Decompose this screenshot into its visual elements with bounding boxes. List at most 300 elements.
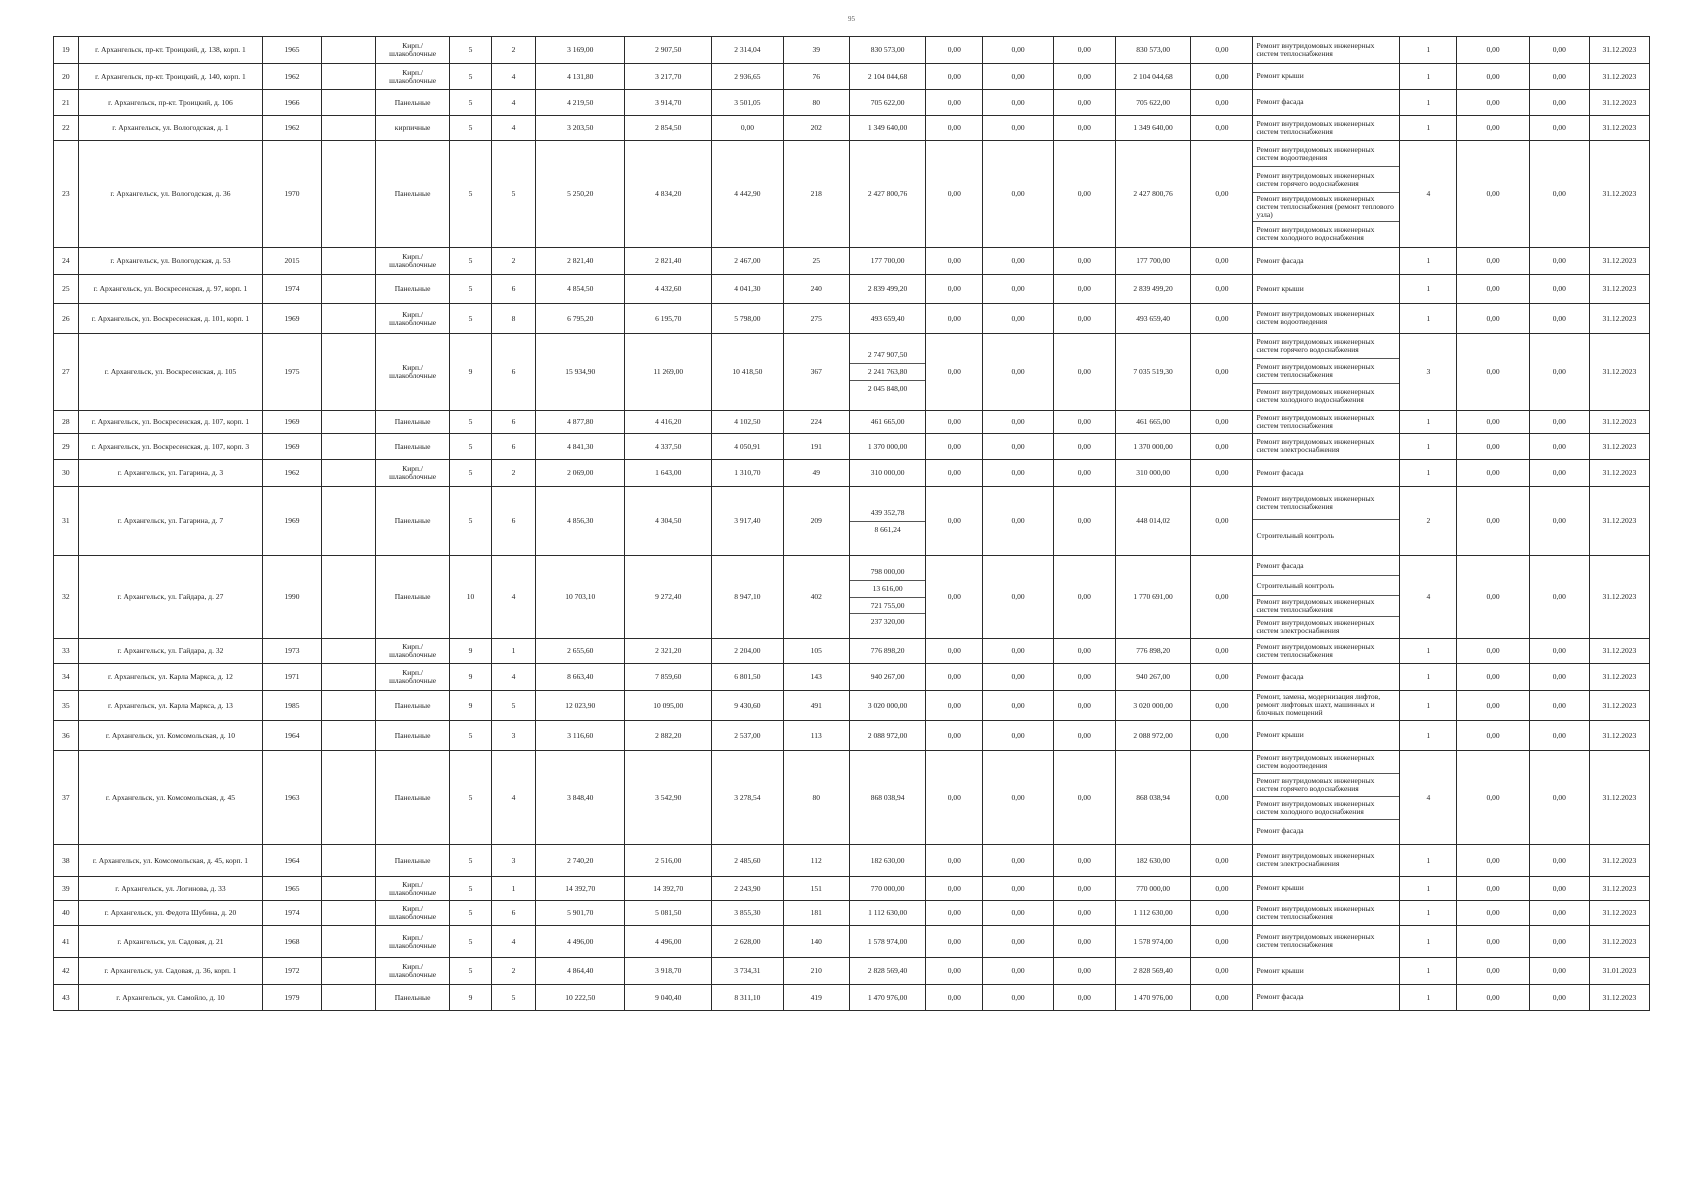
work-count-cell: 1 — [1400, 664, 1457, 691]
residents-cell: 491 — [783, 691, 849, 721]
wall-material-cell: Кирп./ шлакоблочные — [375, 639, 450, 664]
entrances-cell: 2 — [491, 248, 536, 275]
total-cost-cell: 2 088 972,00 — [1115, 721, 1191, 751]
wall-material-cell: Кирп./ шлакоблочные — [375, 37, 450, 64]
total-cost-cell: 2 839 499,20 — [1115, 275, 1191, 304]
wall-material-cell: Панельные — [375, 141, 450, 248]
fund-cell: 0,00 — [983, 691, 1053, 721]
empty-cell — [322, 845, 376, 877]
wall-material-cell: Кирп./ шлакоблочные — [375, 304, 450, 334]
row-number: 21 — [54, 90, 79, 116]
table-row — [54, 985, 1650, 1011]
year-cell: 1979 — [263, 985, 322, 1011]
deadline-cell: 31.12.2023 — [1589, 64, 1649, 90]
work-count-cell: 1 — [1400, 721, 1457, 751]
fund-cell: 0,00 — [1191, 926, 1253, 958]
cost-cell: 705 622,00 — [849, 90, 926, 116]
entrances-cell: 2 — [491, 958, 536, 985]
residential-area-cell: 2 628,00 — [712, 926, 783, 958]
deadline-cell: 31.12.2023 — [1589, 487, 1649, 556]
fund-cell: 0,00 — [1191, 958, 1253, 985]
work-line: Ремонт внутридомовых инженерных систем теплоснабжения — [1256, 641, 1375, 659]
works-cell — [1253, 639, 1400, 664]
fund-cell: 0,00 — [1529, 958, 1589, 985]
floors-cell: 5 — [450, 90, 491, 116]
total-area-cell: 2 655,60 — [536, 639, 625, 664]
residents-cell: 275 — [783, 304, 849, 334]
fund-cell: 0,00 — [1053, 304, 1115, 334]
fund-cell: 0,00 — [1457, 877, 1529, 901]
fund-cell: 0,00 — [1191, 275, 1253, 304]
residential-area-cell: 3 278,54 — [712, 751, 783, 845]
wall-material-cell: Кирп./ шлакоблочные — [375, 958, 450, 985]
residential-area-cell: 2 314,04 — [712, 37, 783, 64]
table-row — [54, 721, 1650, 751]
fund-cell: 0,00 — [1053, 877, 1115, 901]
row-number: 34 — [54, 664, 79, 691]
works-cell — [1253, 304, 1400, 334]
entrances-cell: 1 — [491, 877, 536, 901]
floors-cell: 5 — [450, 751, 491, 845]
living-area-cell: 2 321,20 — [625, 639, 712, 664]
fund-cell: 0,00 — [1191, 664, 1253, 691]
address-cell: г. Архангельск, ул. Комсомольская, д. 45 — [78, 751, 262, 845]
fund-cell: 0,00 — [983, 556, 1053, 639]
fund-cell: 0,00 — [1191, 116, 1253, 141]
entrances-cell: 6 — [491, 487, 536, 556]
residents-cell: 25 — [783, 248, 849, 275]
wall-material-cell: Панельные — [375, 721, 450, 751]
living-area-cell: 10 095,00 — [625, 691, 712, 721]
work-count-cell: 1 — [1400, 691, 1457, 721]
residents-cell: 367 — [783, 334, 849, 411]
total-cost-cell: 1 578 974,00 — [1115, 926, 1191, 958]
wall-material-cell: Кирп./ шлакоблочные — [375, 460, 450, 487]
fund-cell: 0,00 — [1457, 411, 1529, 434]
empty-cell — [322, 37, 376, 64]
living-area-cell: 4 432,60 — [625, 275, 712, 304]
year-cell: 1969 — [263, 434, 322, 460]
work-line: Ремонт крыши — [1256, 965, 1304, 975]
works-cell — [1253, 334, 1400, 411]
work-line: Ремонт внутридомовых инженерных систем электроснабжения — [1256, 617, 1375, 635]
fund-cell: 0,00 — [1529, 248, 1589, 275]
fund-cell: 0,00 — [1529, 721, 1589, 751]
floors-cell: 5 — [450, 64, 491, 90]
repair-program-table — [53, 36, 1650, 1011]
year-cell: 1963 — [263, 751, 322, 845]
work-count-cell: 4 — [1400, 141, 1457, 248]
fund-cell: 0,00 — [1457, 275, 1529, 304]
floors-cell: 5 — [450, 141, 491, 248]
empty-cell — [322, 64, 376, 90]
total-cost-cell: 2 427 800,76 — [1115, 141, 1191, 248]
fund-cell: 0,00 — [1457, 334, 1529, 411]
deadline-cell: 31.12.2023 — [1589, 556, 1649, 639]
fund-cell: 0,00 — [1191, 334, 1253, 411]
fund-cell: 0,00 — [983, 958, 1053, 985]
works-cell — [1253, 556, 1400, 639]
year-cell: 1985 — [263, 691, 322, 721]
fund-cell: 0,00 — [1529, 926, 1589, 958]
table-body — [54, 37, 1650, 1011]
empty-cell — [322, 985, 376, 1011]
living-area-cell: 4 337,50 — [625, 434, 712, 460]
row-number: 38 — [54, 845, 79, 877]
fund-cell: 0,00 — [1191, 556, 1253, 639]
fund-cell: 0,00 — [1053, 556, 1115, 639]
cost-cell: 2 427 800,76 — [849, 141, 926, 248]
floors-cell: 5 — [450, 460, 491, 487]
total-cost-cell: 1 370 000,00 — [1115, 434, 1191, 460]
cost-cell — [849, 556, 926, 639]
fund-cell: 0,00 — [983, 116, 1053, 141]
fund-cell: 0,00 — [983, 411, 1053, 434]
living-area-cell: 7 859,60 — [625, 664, 712, 691]
deadline-cell: 31.12.2023 — [1589, 845, 1649, 877]
work-count-cell: 1 — [1400, 926, 1457, 958]
cost-cell: 2 828 569,40 — [849, 958, 926, 985]
entrances-cell: 4 — [491, 64, 536, 90]
fund-cell: 0,00 — [926, 664, 983, 691]
entrances-cell: 4 — [491, 90, 536, 116]
works-cell — [1253, 487, 1400, 556]
address-cell: г. Архангельск, ул. Федота Шубина, д. 20 — [78, 901, 262, 926]
wall-material-cell: Кирп./ шлакоблочные — [375, 334, 450, 411]
fund-cell: 0,00 — [983, 37, 1053, 64]
residential-area-cell: 4 102,50 — [712, 411, 783, 434]
empty-cell — [322, 901, 376, 926]
address-cell: г. Архангельск, ул. Карла Маркса, д. 13 — [78, 691, 262, 721]
residents-cell: 49 — [783, 460, 849, 487]
residents-cell: 80 — [783, 90, 849, 116]
floors-cell: 5 — [450, 275, 491, 304]
fund-cell: 0,00 — [1053, 751, 1115, 845]
work-count-cell: 1 — [1400, 90, 1457, 116]
total-cost-cell: 493 659,40 — [1115, 304, 1191, 334]
year-cell: 2015 — [263, 248, 322, 275]
year-cell: 1969 — [263, 411, 322, 434]
living-area-cell: 11 269,00 — [625, 334, 712, 411]
cost-cell: 182 630,00 — [849, 845, 926, 877]
table-row — [54, 664, 1650, 691]
works-cell — [1253, 116, 1400, 141]
total-area-cell: 2 740,20 — [536, 845, 625, 877]
total-cost-cell: 868 038,94 — [1115, 751, 1191, 845]
fund-cell: 0,00 — [1191, 985, 1253, 1011]
work-count-cell: 1 — [1400, 248, 1457, 275]
living-area-cell: 2 907,50 — [625, 37, 712, 64]
cost-cell — [849, 334, 926, 411]
cost-line: 439 352,78 — [850, 505, 926, 522]
residents-cell: 181 — [783, 901, 849, 926]
year-cell: 1970 — [263, 141, 322, 248]
year-cell: 1964 — [263, 721, 322, 751]
works-cell — [1253, 275, 1400, 304]
address-cell: г. Архангельск, ул. Садовая, д. 36, корп. 1 — [78, 958, 262, 985]
table-row — [54, 141, 1650, 248]
cost-cell: 3 020 000,00 — [849, 691, 926, 721]
floors-cell: 5 — [450, 487, 491, 556]
address-cell: г. Архангельск, ул. Воскресенская, д. 107, корп. 1 — [78, 411, 262, 434]
cost-cell: 868 038,94 — [849, 751, 926, 845]
fund-cell: 0,00 — [926, 556, 983, 639]
empty-cell — [322, 248, 376, 275]
address-cell: г. Архангельск, ул. Вологодская, д. 53 — [78, 248, 262, 275]
table-row — [54, 411, 1650, 434]
residential-area-cell: 2 936,65 — [712, 64, 783, 90]
year-cell: 1990 — [263, 556, 322, 639]
fund-cell: 0,00 — [983, 460, 1053, 487]
deadline-cell: 31.12.2023 — [1589, 90, 1649, 116]
table-row — [54, 877, 1650, 901]
fund-cell: 0,00 — [1457, 556, 1529, 639]
works-cell — [1253, 141, 1400, 248]
wall-material-cell: Кирп./ шлакоблочные — [375, 877, 450, 901]
total-cost-cell: 2 104 044,68 — [1115, 64, 1191, 90]
fund-cell: 0,00 — [926, 64, 983, 90]
table-row — [54, 845, 1650, 877]
cost-cell: 830 573,00 — [849, 37, 926, 64]
empty-cell — [322, 434, 376, 460]
year-cell: 1973 — [263, 639, 322, 664]
table-row — [54, 90, 1650, 116]
fund-cell: 0,00 — [983, 334, 1053, 411]
cost-line: 721 755,00 — [850, 598, 926, 615]
table-row — [54, 434, 1650, 460]
row-number: 31 — [54, 487, 79, 556]
fund-cell: 0,00 — [1053, 275, 1115, 304]
year-cell: 1969 — [263, 304, 322, 334]
fund-cell: 0,00 — [983, 64, 1053, 90]
fund-cell: 0,00 — [1529, 985, 1589, 1011]
work-count-cell: 1 — [1400, 958, 1457, 985]
address-cell: г. Архангельск, ул. Карла Маркса, д. 12 — [78, 664, 262, 691]
living-area-cell: 2 516,00 — [625, 845, 712, 877]
residential-area-cell: 4 050,91 — [712, 434, 783, 460]
fund-cell: 0,00 — [1529, 141, 1589, 248]
row-number: 26 — [54, 304, 79, 334]
work-line: Ремонт внутридомовых инженерных систем теплоснабжения — [1256, 118, 1375, 136]
residents-cell: 209 — [783, 487, 849, 556]
total-cost-cell: 461 665,00 — [1115, 411, 1191, 434]
empty-cell — [322, 304, 376, 334]
entrances-cell: 4 — [491, 664, 536, 691]
total-area-cell: 3 203,50 — [536, 116, 625, 141]
residential-area-cell: 9 430,60 — [712, 691, 783, 721]
work-line: Ремонт внутридомовых инженерных систем холодного водоснабжения — [1253, 797, 1399, 820]
work-count-cell: 1 — [1400, 985, 1457, 1011]
residential-area-cell: 8 311,10 — [712, 985, 783, 1011]
fund-cell: 0,00 — [1457, 639, 1529, 664]
residents-cell: 76 — [783, 64, 849, 90]
fund-cell: 0,00 — [1457, 487, 1529, 556]
total-area-cell: 4 877,80 — [536, 411, 625, 434]
deadline-cell: 31.12.2023 — [1589, 664, 1649, 691]
year-cell: 1965 — [263, 37, 322, 64]
fund-cell: 0,00 — [1457, 304, 1529, 334]
empty-cell — [322, 116, 376, 141]
fund-cell: 0,00 — [1529, 664, 1589, 691]
fund-cell: 0,00 — [1053, 845, 1115, 877]
year-cell: 1975 — [263, 334, 322, 411]
empty-cell — [322, 460, 376, 487]
fund-cell: 0,00 — [1529, 487, 1589, 556]
row-number: 42 — [54, 958, 79, 985]
fund-cell: 0,00 — [1053, 434, 1115, 460]
deadline-cell: 31.12.2023 — [1589, 141, 1649, 248]
deadline-cell: 31.12.2023 — [1589, 460, 1649, 487]
fund-cell: 0,00 — [1191, 487, 1253, 556]
work-line: Ремонт крыши — [1256, 71, 1304, 81]
residential-area-cell: 3 917,40 — [712, 487, 783, 556]
living-area-cell: 3 914,70 — [625, 90, 712, 116]
fund-cell: 0,00 — [1053, 411, 1115, 434]
residential-area-cell: 2 537,00 — [712, 721, 783, 751]
row-number: 23 — [54, 141, 79, 248]
work-line: Ремонт фасада — [1256, 255, 1304, 265]
fund-cell: 0,00 — [983, 845, 1053, 877]
entrances-cell: 5 — [491, 691, 536, 721]
total-area-cell: 2 069,00 — [536, 460, 625, 487]
fund-cell: 0,00 — [1053, 639, 1115, 664]
empty-cell — [322, 751, 376, 845]
fund-cell: 0,00 — [983, 877, 1053, 901]
floors-cell: 5 — [450, 304, 491, 334]
floors-cell: 5 — [450, 877, 491, 901]
fund-cell: 0,00 — [1191, 901, 1253, 926]
fund-cell: 0,00 — [926, 116, 983, 141]
cost-cell: 177 700,00 — [849, 248, 926, 275]
row-number: 27 — [54, 334, 79, 411]
fund-cell: 0,00 — [926, 248, 983, 275]
fund-cell: 0,00 — [1053, 487, 1115, 556]
table-row — [54, 64, 1650, 90]
work-line: Ремонт внутридомовых инженерных систем водоотведения — [1256, 309, 1375, 326]
works-cell — [1253, 90, 1400, 116]
wall-material-cell: Панельные — [375, 275, 450, 304]
total-area-cell: 5 250,20 — [536, 141, 625, 248]
entrances-cell: 4 — [491, 751, 536, 845]
living-area-cell: 9 272,40 — [625, 556, 712, 639]
fund-cell: 0,00 — [926, 275, 983, 304]
year-cell: 1974 — [263, 901, 322, 926]
residents-cell: 419 — [783, 985, 849, 1011]
table-row — [54, 37, 1650, 64]
work-line: Ремонт внутридомовых инженерных систем теплоснабжения — [1256, 40, 1375, 58]
cost-cell: 940 267,00 — [849, 664, 926, 691]
wall-material-cell: Панельные — [375, 90, 450, 116]
fund-cell: 0,00 — [1053, 64, 1115, 90]
works-cell — [1253, 877, 1400, 901]
floors-cell: 5 — [450, 248, 491, 275]
year-cell: 1966 — [263, 90, 322, 116]
living-area-cell: 2 882,20 — [625, 721, 712, 751]
total-area-cell: 4 841,30 — [536, 434, 625, 460]
deadline-cell: 31.12.2023 — [1589, 411, 1649, 434]
total-area-cell: 3 848,40 — [536, 751, 625, 845]
empty-cell — [322, 275, 376, 304]
address-cell: г. Архангельск, ул. Самойло, д. 10 — [78, 985, 262, 1011]
fund-cell: 0,00 — [1053, 116, 1115, 141]
cost-cell: 1 370 000,00 — [849, 434, 926, 460]
work-count-cell: 1 — [1400, 411, 1457, 434]
fund-cell: 0,00 — [1457, 248, 1529, 275]
residents-cell: 39 — [783, 37, 849, 64]
address-cell: г. Архангельск, пр-кт. Троицкий, д. 138, корп. 1 — [78, 37, 262, 64]
works-cell — [1253, 248, 1400, 275]
entrances-cell: 3 — [491, 721, 536, 751]
residents-cell: 151 — [783, 877, 849, 901]
work-count-cell: 1 — [1400, 877, 1457, 901]
residents-cell: 218 — [783, 141, 849, 248]
table-row — [54, 639, 1650, 664]
works-cell — [1253, 901, 1400, 926]
table-row — [54, 556, 1650, 639]
cost-cell: 770 000,00 — [849, 877, 926, 901]
works-cell — [1253, 37, 1400, 64]
cost-cell: 2 088 972,00 — [849, 721, 926, 751]
fund-cell: 0,00 — [983, 985, 1053, 1011]
entrances-cell: 4 — [491, 116, 536, 141]
work-line: Ремонт фасада — [1256, 467, 1304, 477]
living-area-cell: 4 496,00 — [625, 926, 712, 958]
living-area-cell: 3 542,90 — [625, 751, 712, 845]
fund-cell: 0,00 — [926, 141, 983, 248]
wall-material-cell: Панельные — [375, 691, 450, 721]
total-cost-cell: 310 000,00 — [1115, 460, 1191, 487]
fund-cell: 0,00 — [1191, 141, 1253, 248]
work-count-cell: 1 — [1400, 639, 1457, 664]
fund-cell: 0,00 — [983, 434, 1053, 460]
total-cost-cell: 182 630,00 — [1115, 845, 1191, 877]
row-number: 37 — [54, 751, 79, 845]
fund-cell: 0,00 — [1191, 460, 1253, 487]
total-area-cell: 10 222,50 — [536, 985, 625, 1011]
total-cost-cell: 940 267,00 — [1115, 664, 1191, 691]
total-area-cell: 4 219,50 — [536, 90, 625, 116]
total-area-cell: 4 864,40 — [536, 958, 625, 985]
entrances-cell: 6 — [491, 901, 536, 926]
table-row — [54, 691, 1650, 721]
fund-cell: 0,00 — [1529, 304, 1589, 334]
residents-cell: 240 — [783, 275, 849, 304]
deadline-cell: 31.01.2023 — [1589, 958, 1649, 985]
living-area-cell: 3 217,70 — [625, 64, 712, 90]
year-cell: 1962 — [263, 460, 322, 487]
residents-cell: 191 — [783, 434, 849, 460]
fund-cell: 0,00 — [1529, 90, 1589, 116]
address-cell: г. Архангельск, ул. Гагарина, д. 7 — [78, 487, 262, 556]
fund-cell: 0,00 — [1053, 958, 1115, 985]
wall-material-cell: Панельные — [375, 434, 450, 460]
row-number: 35 — [54, 691, 79, 721]
deadline-cell: 31.12.2023 — [1589, 751, 1649, 845]
work-count-cell: 1 — [1400, 845, 1457, 877]
deadline-cell: 31.12.2023 — [1589, 901, 1649, 926]
fund-cell: 0,00 — [1191, 877, 1253, 901]
empty-cell — [322, 926, 376, 958]
entrances-cell: 2 — [491, 460, 536, 487]
row-number: 39 — [54, 877, 79, 901]
fund-cell: 0,00 — [1529, 334, 1589, 411]
floors-cell: 5 — [450, 411, 491, 434]
floors-cell: 10 — [450, 556, 491, 639]
empty-cell — [322, 664, 376, 691]
deadline-cell: 31.12.2023 — [1589, 248, 1649, 275]
deadline-cell: 31.12.2023 — [1589, 985, 1649, 1011]
fund-cell: 0,00 — [1053, 691, 1115, 721]
